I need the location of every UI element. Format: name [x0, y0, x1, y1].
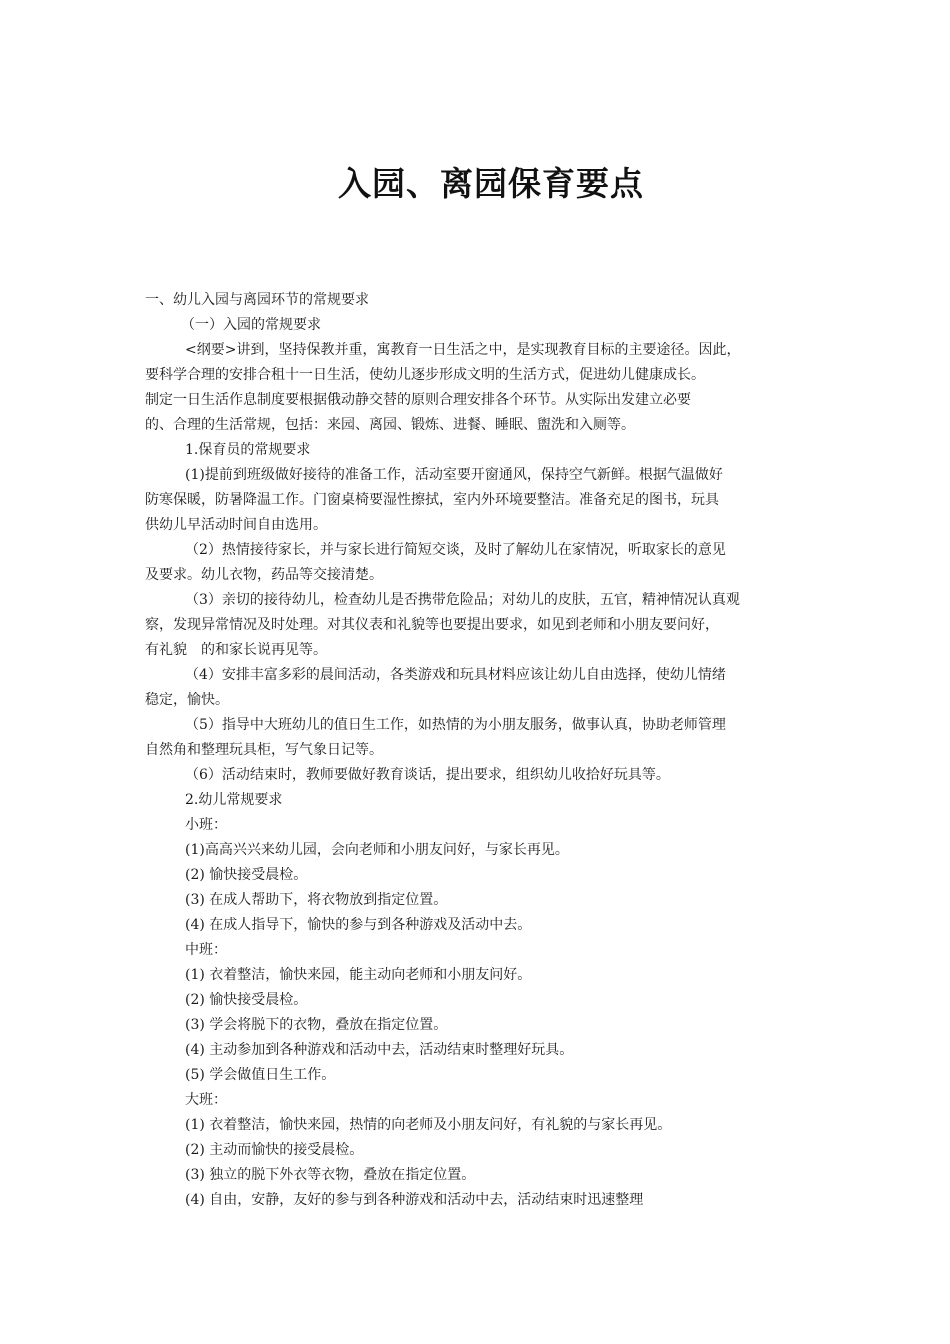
caregiver-item-2 — [145, 538, 817, 588]
list-item: (4) 在成人指导下，愉快的参与到各种游戏及活动中去。 — [185, 917, 532, 933]
list-item: (4) 自由，安静，友好的参与到各种游戏和活动中去，活动结束时迅速整理 — [185, 1192, 644, 1208]
list-item: (2) 愉快接受晨检。 — [185, 867, 308, 883]
paragraph-line: <纲要>讲到，坚持保教并重，寓教育一日生活之中，是实现教育目标的主要途径。因此， — [185, 342, 741, 358]
paragraph-line: （5）指导中大班幼儿的值日生工作，如热情的为小朋友服务，做事认真，协助老师管理 — [185, 717, 726, 733]
small-class-label: 小班： — [185, 817, 227, 833]
list-item: (2) 愉快接受晨检。 — [185, 992, 308, 1008]
large-class-label: 大班： — [185, 1092, 227, 1108]
children-heading: 2.幼儿常规要求 — [185, 792, 283, 808]
document-body — [145, 288, 817, 1213]
paragraph-line: （2）热情接待家长，并与家长进行简短交谈，及时了解幼儿在家情况，听取家长的意见 — [185, 542, 726, 558]
page-title: 入园、离园保育要点 — [338, 164, 644, 203]
paragraph-line: （3）亲切的接待幼儿，检查幼儿是否携带危险品；对幼儿的皮肤，五官，精神情况认真观 — [185, 592, 740, 608]
paragraph-line: （6）活动结束时，教师要做好教育谈话，提出要求，组织幼儿收拾好玩具等。 — [185, 767, 670, 783]
caregiver-item-4 — [145, 663, 817, 713]
caregiver-item-5 — [145, 713, 817, 763]
list-item: (5) 学会做值日生工作。 — [185, 1067, 336, 1083]
paragraph-line: 及要求。幼儿衣物，药品等交接清楚。 — [145, 567, 383, 583]
list-item: (3) 学会将脱下的衣物，叠放在指定位置。 — [185, 1017, 448, 1033]
paragraph-line: 自然角和整理玩具柜，写气象日记等。 — [145, 742, 383, 758]
list-item: (4) 主动参加到各种游戏和活动中去，活动结束时整理好玩具。 — [185, 1042, 574, 1058]
paragraph-line: 供幼儿早活动时间自由选用。 — [145, 517, 327, 533]
paragraph-line: （4）安排丰富多彩的晨间活动，各类游戏和玩具材料应该让幼儿自由选择，使幼儿情绪 — [185, 667, 726, 683]
caregiver-item-3 — [145, 588, 817, 663]
caregiver-item-6 — [145, 763, 817, 788]
paragraph-line: 的、合理的生活常规，包括：来园、离园、锻炼、进餐、睡眠、盥洗和入厕等。 — [145, 417, 635, 433]
paragraph-line: 察，发现异常情况及时处理。对其仪表和礼貌等也要提出要求，如见到老师和小朋友要问好， — [145, 617, 719, 633]
paragraph-line: 防寒保暖，防暑降温工作。门窗桌椅要湿性擦拭，室内外环境要整洁。准备充足的图书，玩具 — [145, 492, 719, 508]
paragraph-line: 要科学合理的安排合租十一日生活，使幼儿逐步形成文明的生活方式，促进幼儿健康成长。 — [145, 367, 705, 383]
middle-class-label: 中班： — [185, 942, 227, 958]
paragraph-line: (1)提前到班级做好接待的准备工作，活动室要开窗通风，保持空气新鲜。根据气温做好 — [185, 467, 723, 483]
list-item: (1)高高兴兴来幼儿园，会向老师和小朋友问好，与家长再见。 — [185, 842, 569, 858]
list-item: (3) 在成人帮助下，将衣物放到指定位置。 — [185, 892, 448, 908]
subsection-heading: （一）入园的常规要求 — [181, 317, 321, 333]
paragraph-line: 有礼貌 的和家长说再见等。 — [145, 642, 327, 658]
list-item: (1) 衣着整洁，愉快来园，热情的向老师及小朋友问好，有礼貌的与家长再见。 — [185, 1117, 672, 1133]
intro-paragraph — [145, 338, 817, 438]
list-item: (3) 独立的脱下外衣等衣物，叠放在指定位置。 — [185, 1167, 476, 1183]
paragraph-line: 制定一日生活作息制度要根据俄动静交替的原则合理安排各个环节。从实际出发建立必要 — [145, 392, 691, 408]
paragraph-line: 稳定，愉快。 — [145, 692, 229, 708]
section-heading: 一、幼儿入园与离园环节的常规要求 — [145, 292, 369, 308]
list-item: (2) 主动而愉快的接受晨检。 — [185, 1142, 364, 1158]
caregiver-heading: 1.保育员的常规要求 — [185, 442, 311, 458]
list-item: (1) 衣着整洁，愉快来园，能主动向老师和小朋友问好。 — [185, 967, 532, 983]
caregiver-item-1 — [145, 463, 817, 538]
